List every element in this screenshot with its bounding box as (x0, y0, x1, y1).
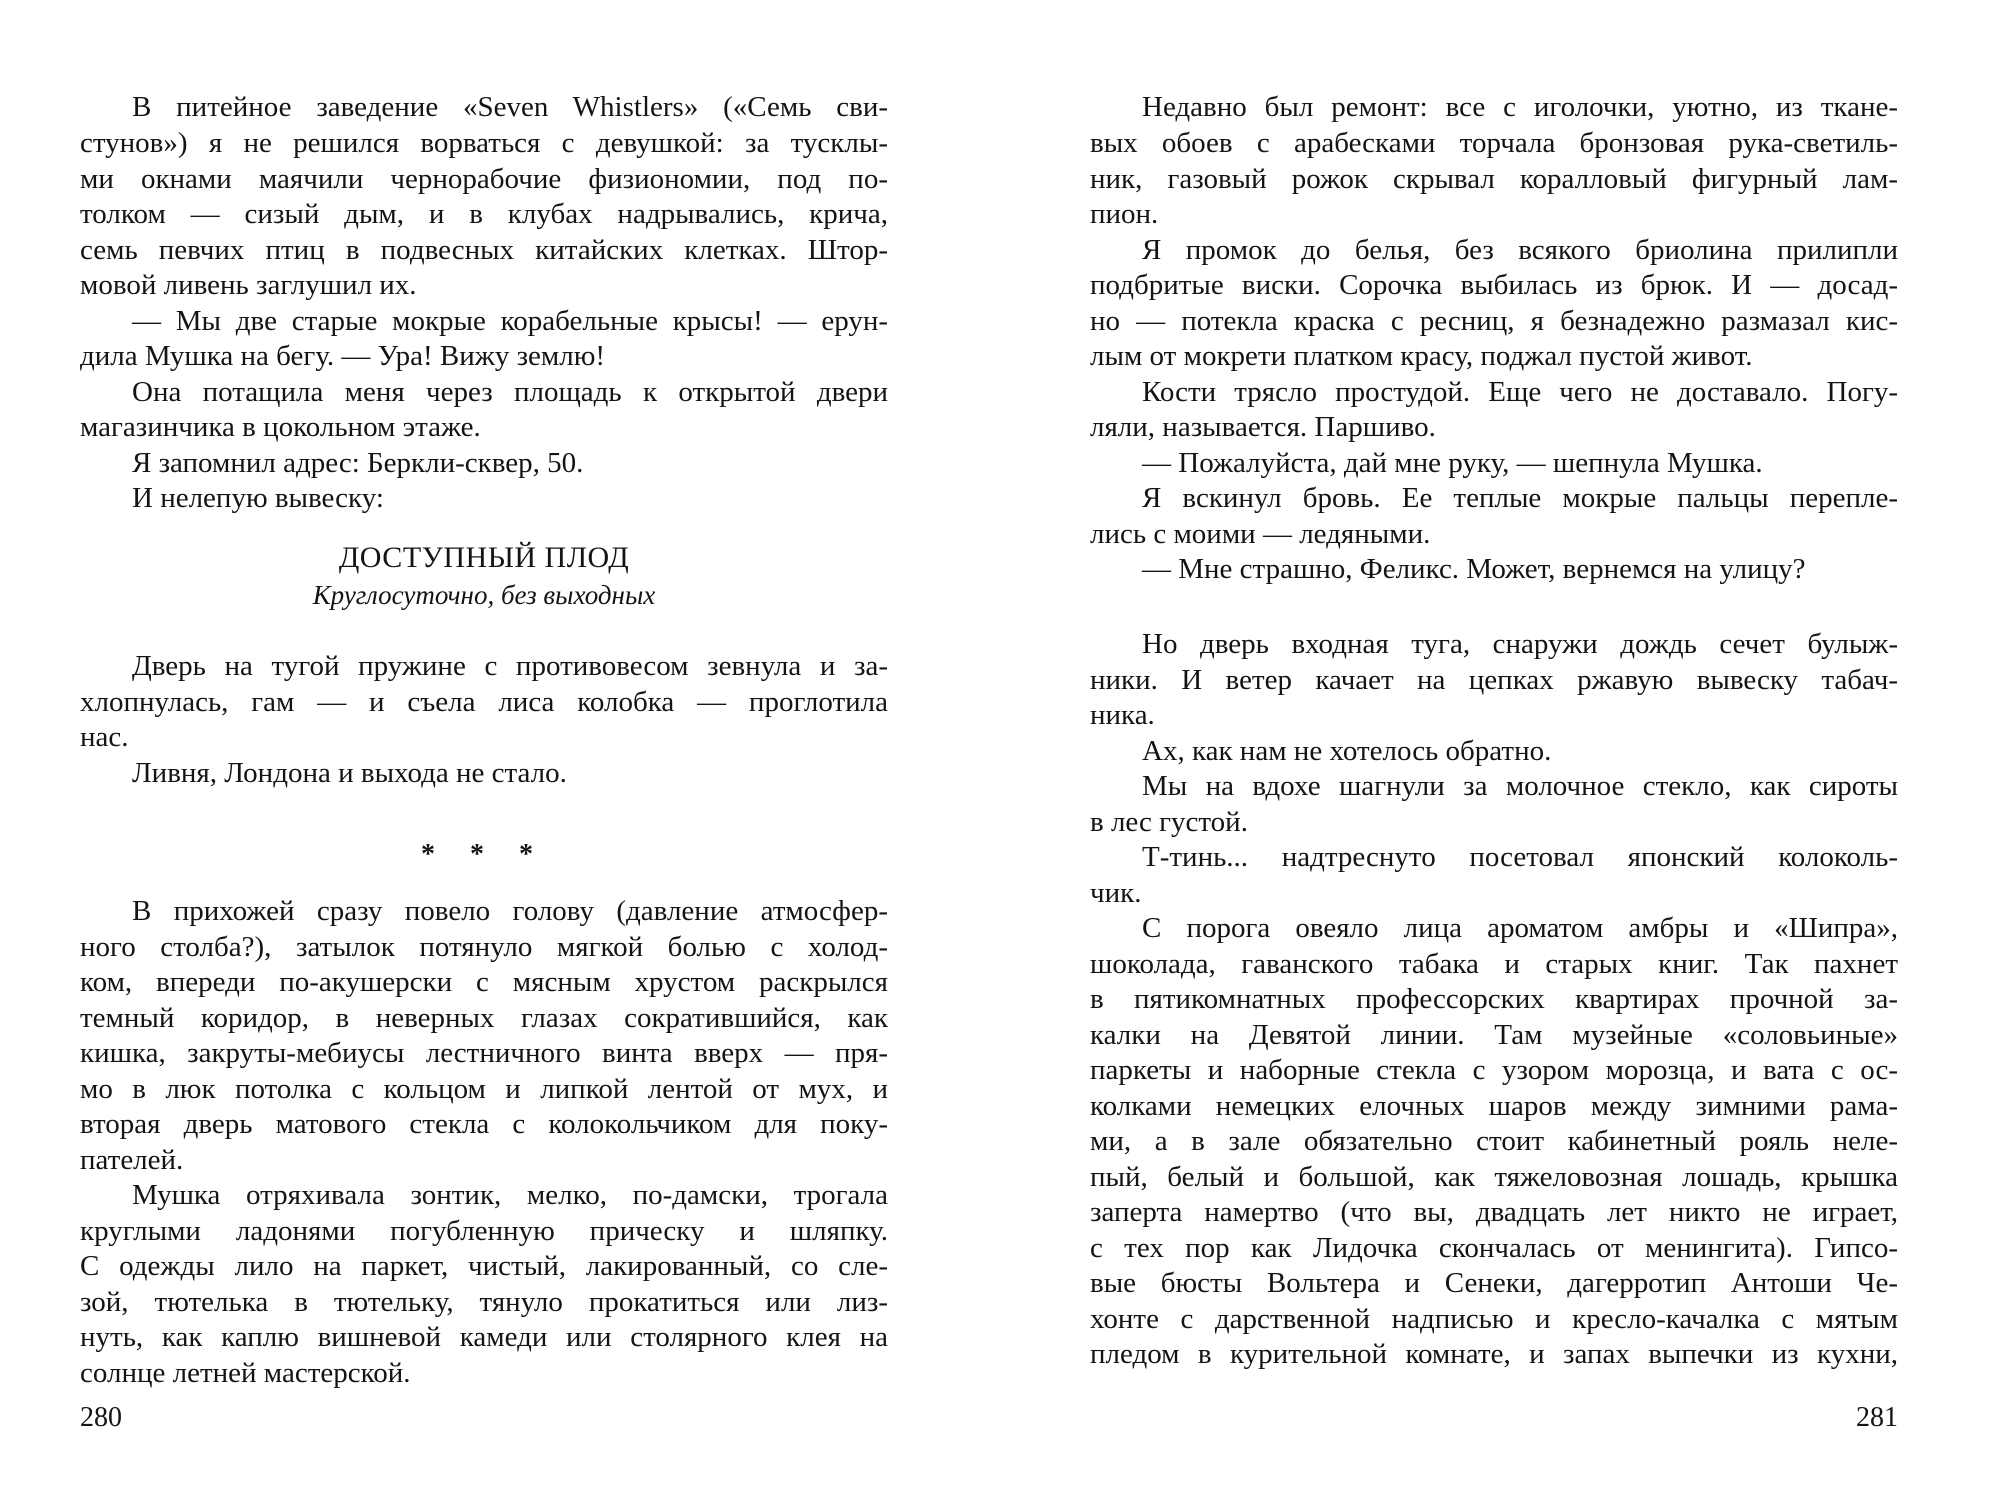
text-line: Т-тинь... надтреснуто посетовал японский колоколь- (1142, 841, 1898, 873)
text-line: круглыми ладонями погубленную прическу и шляпку. (80, 1215, 888, 1247)
text-line: мо в люк потолка с кольцом и липкой лентой от мух, и (80, 1073, 888, 1105)
text-line: вые бюсты Вольтера и Сенеки, дагерротип Антоши Че- (1090, 1267, 1898, 1299)
page-number-left: 280 (80, 1402, 122, 1433)
text-line: ми, а в зале обязательно стоит кабинетный рояль неле- (1090, 1125, 1898, 1157)
text-line: Мушка отряхивала зонтик, мелко, по-дамски, трогала (132, 1179, 888, 1211)
text-line: чик. (1090, 877, 1142, 909)
section-separator: * * * (421, 839, 547, 870)
text-line: лись с моими — ледяными. (1090, 518, 1431, 550)
text-line: ники. И ветер качает на цепках ржавую вывеску табач- (1090, 664, 1898, 696)
text-line: стунов») я не решился ворваться с девушкой: за тусклы- (80, 127, 888, 159)
text-line: ком, впереди по-акушерски с мясным хрустом раскрылся (80, 966, 888, 998)
text-line: Недавно был ремонт: все с иголочки, уютно, из ткане- (1142, 91, 1898, 123)
text-line: ника. (1090, 699, 1155, 731)
text-line: колками немецких елочных шаров между зимними рама- (1090, 1090, 1898, 1122)
text-line: — Мне страшно, Феликс. Может, вернемся на улицу? (1142, 553, 1806, 585)
text-line: В прихожей сразу повело голову (давление атмосфер- (132, 895, 888, 927)
text-line: солнце летней мастерской. (80, 1357, 411, 1389)
text-line: — Пожалуйста, дай мне руку, — шепнула Мушка. (1142, 447, 1763, 479)
text-line: вых обоев с арабесками торчала бронзовая рука-светиль- (1090, 127, 1898, 159)
page-number-right: 281 (1856, 1402, 1898, 1433)
text-line: Я запомнил адрес: Беркли-сквер, 50. (132, 447, 584, 479)
text-line: — Мы две старые мокрые корабельные крысы! — ерун- (132, 305, 888, 337)
text-line: Я промок до белья, без всякого бриолина прилипли (1142, 234, 1898, 266)
text-line: с тех пор как Лидочка скончалась от менингита). Гипсо- (1090, 1232, 1898, 1264)
text-line: зой, тютелька в тютельку, тянуло прокатиться или лиз- (80, 1286, 888, 1318)
text-line: Кости трясло простудой. Еще чего не доставало. Погу- (1142, 376, 1898, 408)
text-line: ляли, называется. Паршиво. (1090, 411, 1436, 443)
text-line: дила Мушка на бегу. — Ура! Вижу землю! (80, 340, 606, 372)
text-line: хонте с дарственной надписью и кресло-качалка с мятым (1090, 1303, 1898, 1335)
text-line: С порога овеяло лица ароматом амбры и «Шипра», (1142, 912, 1898, 944)
text-line: Ливня, Лондона и выхода не стало. (132, 757, 567, 789)
text-line: темный коридор, в неверных глазах сократившийся, как (80, 1002, 888, 1034)
text-line: в пятикомнатных профессорских квартирах прочной за- (1090, 983, 1898, 1015)
sign-subtitle: Круглосуточно, без выходных (312, 580, 656, 610)
text-line: нуть, как каплю вишневой камеди или столярного клея на (80, 1321, 888, 1353)
text-line: толком — сизый дым, и в клубах надрывались, крича, (80, 198, 888, 230)
text-line: семь певчих птиц в подвесных китайских клетках. Штор- (80, 234, 888, 266)
text-line: лым от мокрети платком красу, поджал пустой живот. (1090, 340, 1753, 372)
text-line: ник, газовый рожок скрывал коралловый фигурный лам- (1090, 163, 1898, 195)
text-line: ного столба?), затылок потянуло мягкой болью с холод- (80, 931, 888, 963)
text-line: В питейное заведение «Seven Whistlers» («Семь сви- (132, 91, 888, 123)
text-line: но — потекла краска с ресниц, я безнадежно размазал кис- (1090, 305, 1898, 337)
text-line: кишка, закруты-мебиусы лестничного винта вверх — пря- (80, 1037, 888, 1069)
text-line: И нелепую вывеску: (132, 482, 384, 514)
text-line: пледом в курительной комнате, и запах выпечки из кухни, (1090, 1338, 1898, 1370)
text-line: подбритые виски. Сорочка выбилась из брюк. И — досад- (1090, 269, 1898, 301)
text-line: хлопнулась, гам — и съела лиса колобка — проглотила (80, 686, 888, 718)
text-line: ми окнами маячили чернорабочие физиономии, под по- (80, 163, 888, 195)
text-line: Ах, как нам не хотелось обратно. (1142, 735, 1552, 767)
text-line: заперта намертво (что вы, двадцать лет никто не играет, (1090, 1196, 1898, 1228)
text-line: вторая дверь матового стекла с колокольчиком для поку- (80, 1108, 888, 1140)
text-line: Я вскинул бровь. Ее теплые мокрые пальцы перепле- (1142, 482, 1898, 514)
right-page (1090, 0, 1910, 1486)
text-line: пион. (1090, 198, 1159, 230)
text-line: нас. (80, 721, 129, 753)
text-line: магазинчика в цокольном этаже. (80, 411, 481, 443)
text-line: Дверь на тугой пружине с противовесом зевнула и за- (132, 650, 888, 682)
text-line: паркеты и наборные стекла с узором морозца, и вата с ос- (1090, 1054, 1898, 1086)
text-line: калки на Девятой линии. Там музейные «соловьиные» (1090, 1019, 1898, 1051)
text-line: пателей. (80, 1144, 184, 1176)
left-page (80, 0, 900, 1486)
text-line: шоколада, гаванского табака и старых книг. Так пахнет (1090, 948, 1898, 980)
sign-title: ДОСТУПНЫЙ ПЛОД (338, 541, 630, 574)
text-line: пый, белый и большой, как тяжеловозная лошадь, крышка (1090, 1161, 1898, 1193)
text-line: Мы на вдохе шагнули за молочное стекло, как сироты (1142, 770, 1898, 802)
text-line: Но дверь входная туга, снаружи дождь сечет булыж- (1142, 628, 1898, 660)
text-line: в лес густой. (1090, 806, 1248, 838)
text-line: Она потащила меня через площадь к открытой двери (132, 376, 888, 408)
text-line: мовой ливень заглушил их. (80, 269, 417, 301)
text-line: С одежды лило на паркет, чистый, лакированный, со сле- (80, 1250, 888, 1282)
